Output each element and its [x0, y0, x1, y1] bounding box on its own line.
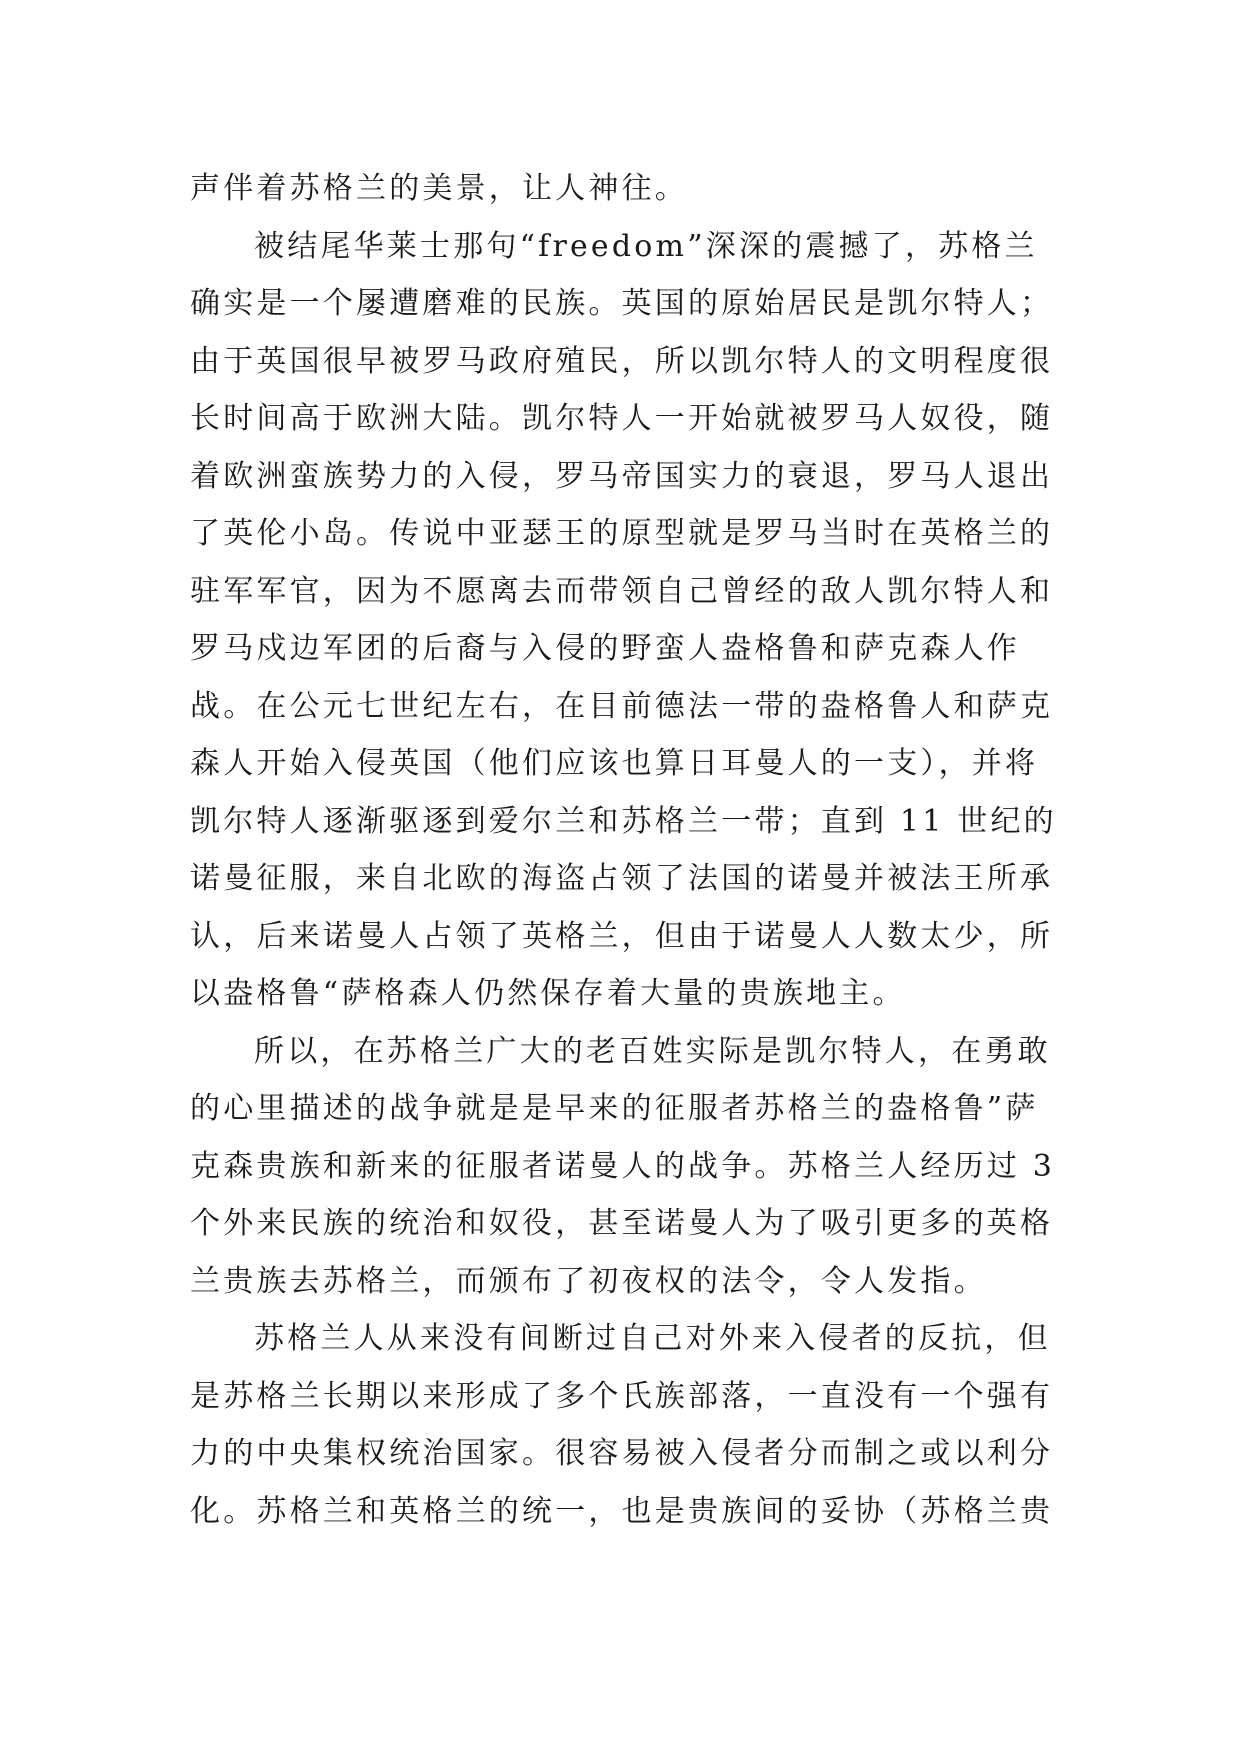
text-line: 声伴着苏格兰的美景，让人神往。: [190, 171, 688, 206]
text-line: 以盎格鲁“萨格森人仍然保存着大量的贵族地主。: [190, 976, 906, 1011]
text-line: 化。苏格兰和英格兰的统一，也是贵族间的妥协（苏格兰贵: [190, 1493, 1054, 1529]
text-line: 森人开始入侵英国（他们应该也算日耳曼人的一支），并将: [190, 746, 1039, 781]
text-line: 了英伦小岛。传说中亚瑟王的原型就是罗马当时在英格兰的: [190, 516, 1054, 551]
paragraph-start-line: 苏格兰人从来没有间断过自己对外来入侵者的反抗，但: [254, 1321, 1051, 1356]
paragraph-start-line: 被结尾华莱士那句“freedom”深深的震撼了，苏格兰: [254, 228, 1038, 264]
text-line: 战。在公元七世纪左右，在目前德法一带的盎格鲁人和萨克: [190, 688, 1054, 724]
text-line: 力的中央集权统治国家。很容易被入侵者分而制之或以利分: [190, 1436, 1054, 1471]
text-line: 认，后来诺曼人占领了英格兰，但由于诺曼人人数太少，所: [190, 918, 1054, 954]
text-line: 确实是一个屡遭磨难的民族。英国的原始居民是凯尔特人；: [190, 286, 1054, 321]
text-line: 驻军军官，因为不愿离去而带领自己曾经的敌人凯尔特人和: [190, 573, 1054, 609]
text-line: 是苏格兰长期以来形成了多个氏族部落，一直没有一个强有: [190, 1378, 1054, 1414]
text-line: 着欧洲蛮族势力的入侵，罗马帝国实力的衰退，罗马人退出: [190, 458, 1054, 494]
text-line: 诺曼征服，来自北欧的海盗占领了法国的诺曼并被法王所承: [190, 861, 1054, 896]
text-line: 克森贵族和新来的征服者诺曼人的战争。苏格兰人经历过 3: [190, 1148, 1056, 1184]
text-line: 由于英国很早被罗马政府殖民，所以凯尔特人的文明程度很: [190, 343, 1054, 379]
paragraph-start-line: 所以，在苏格兰广大的老百姓实际是凯尔特人，在勇敢: [254, 1033, 1051, 1069]
text-line: 的心里描述的战争就是是早来的征服者苏格兰的盎格鲁”萨: [190, 1091, 1039, 1126]
text-line: 罗马戍边军团的后裔与入侵的野蛮人盎格鲁和萨克森人作: [190, 631, 1020, 666]
text-line: 个外来民族的统治和奴役，甚至诺曼人为了吸引更多的英格: [190, 1206, 1054, 1241]
text-line: 兰贵族去苏格兰，而颁布了初夜权的法令，令人发指。: [190, 1263, 987, 1299]
text-line: 凯尔特人逐渐驱逐到爱尔兰和苏格兰一带；直到 11 世纪的: [190, 803, 1057, 839]
body-text: [190, 160, 1090, 1540]
text-line: 长时间高于欧洲大陆。凯尔特人一开始就被罗马人奴役，随: [190, 401, 1054, 436]
